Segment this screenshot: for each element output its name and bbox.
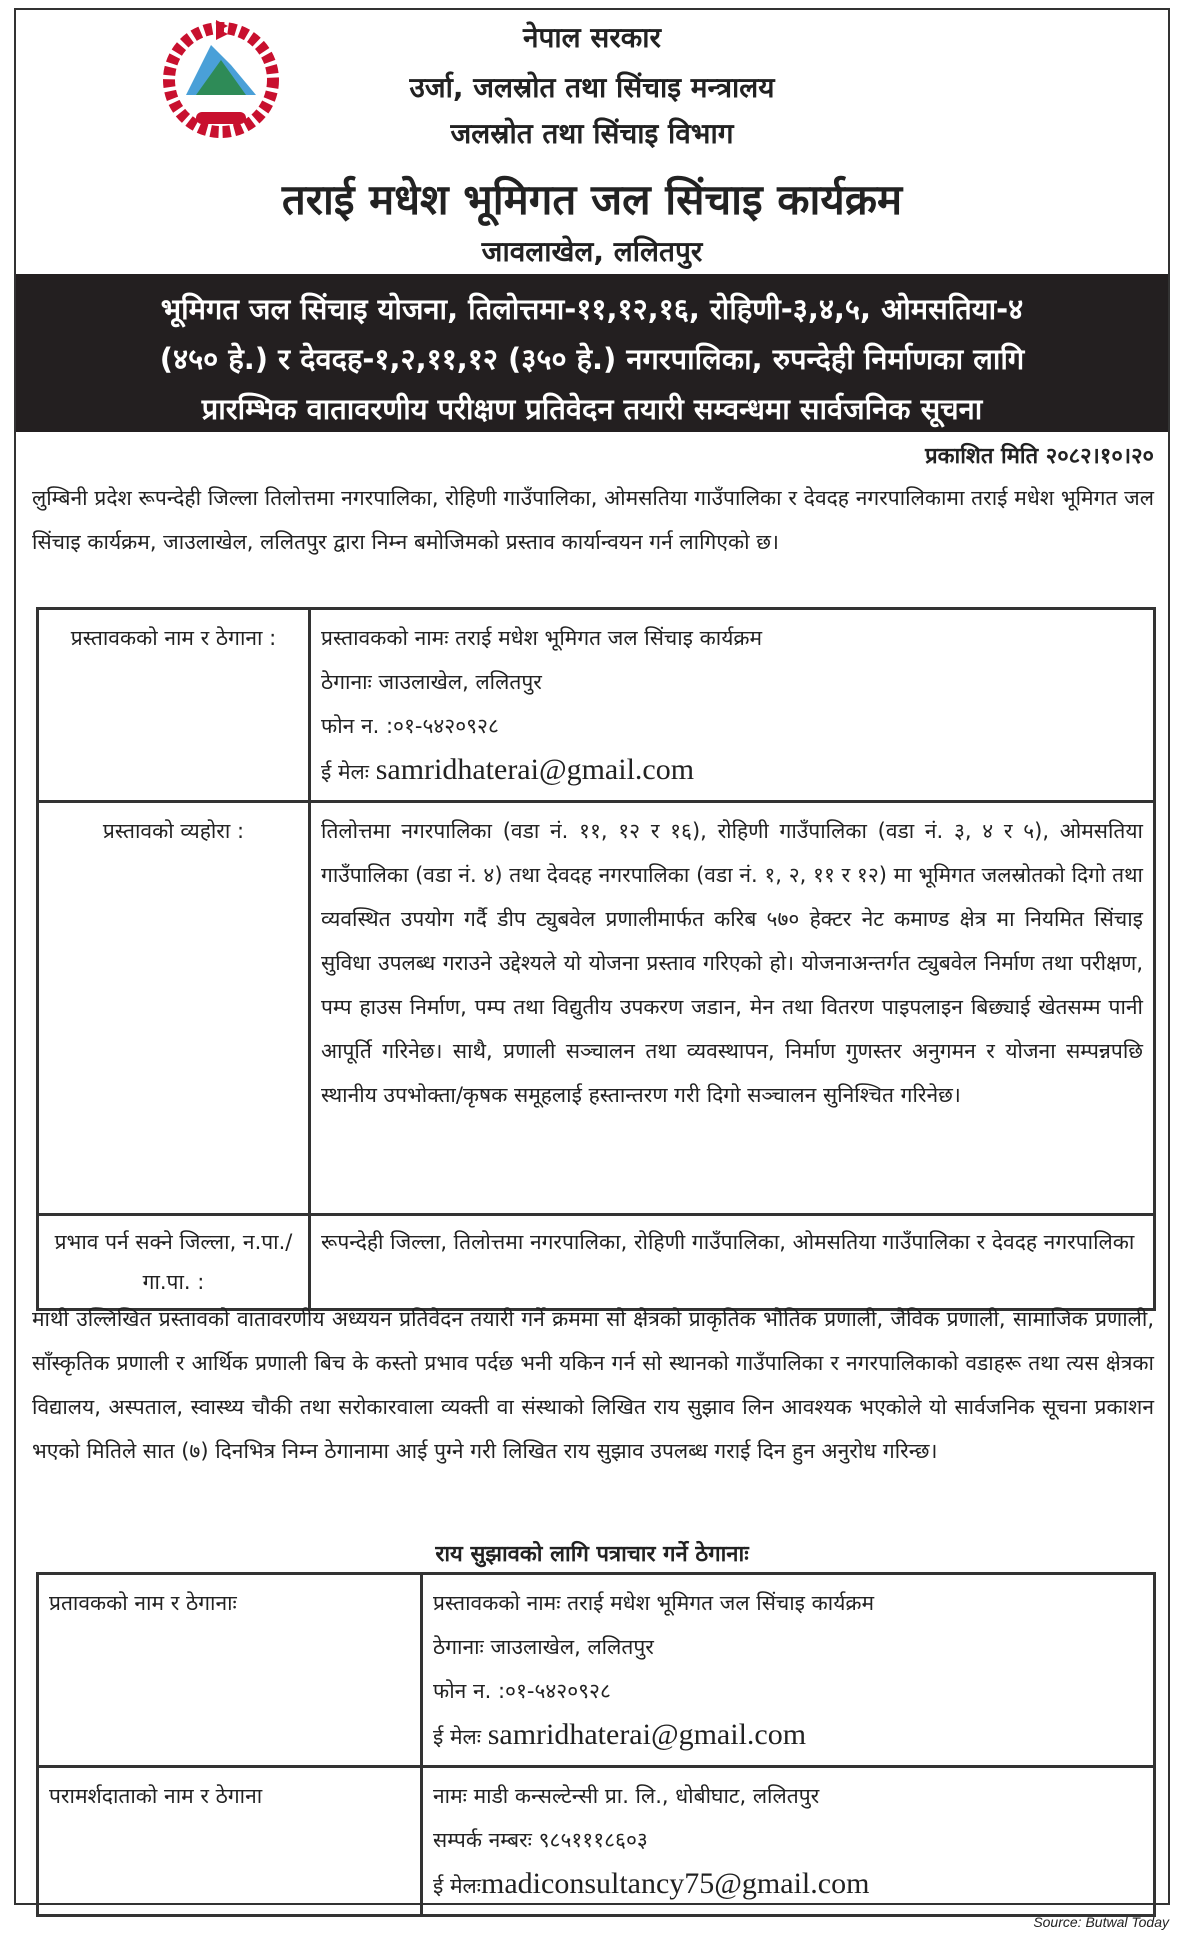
consultant-name: नामः माडी कन्सल्टेन्सी प्रा. लि., धोबीघाट, ललितपुर	[433, 1784, 820, 1808]
row-label: प्रस्तावको व्यहोरा :	[38, 802, 310, 1215]
affected-areas: रूपन्देही जिल्ला, तिलोत्तमा नगरपालिका, रोहिणी गाउँपालिका, ओमसतिया गाउँपालिका र देवदह नगरपालिका	[310, 1215, 1155, 1310]
contact-heading: राय सुझावको लागि पत्राचार गर्ने ठेगानाः	[435, 1542, 749, 1567]
proposal-description: तिलोत्तमा नगरपालिका (वडा नं. ११, १२ र १६), रोहिणी गाउँपालिका (वडा नं. ३, ४ र ५), ओमसतिया गाउँपालिका (वडा नं. ४) तथा देवदह नगरपालिका (वडा नं. १, २, ११ र १२) मा भूमिगत जलस्रोतको दिगो तथा व्यवस्थित उपयोग गर्दै डीप ट्युबवेल प्रणालीमार्फत करिब ५७० हेक्टर नेट कमाण्ड क्षेत्र मा नियमित सिंचाइ सुविधा उपलब्ध गराउने उद्देश्यले यो योजना प्रस्ताव गरिएको हो। योजनाअन्तर्गत ट्युबवेल निर्माण तथा परीक्षण, पम्प हाउस निर्माण, पम्प तथा विद्युतीय उपकरण जडान, मेन तथा वितरण पाइपलाइन बिछ्याई खेतसम्म पानी आपूर्ति गरिनेछ। साथै, प्रणाली सञ्चालन तथा व्यवस्थापन, निर्माण गुणस्तर अनुगमन र योजना सम्पन्नपछि स्थानीय उपभोक्ता/कृषक समूहलाई हस्तान्तरण गरी दिगो सञ्चालन सुनिश्चित गरिनेछ।	[310, 802, 1155, 1215]
email-label: ई मेलः	[433, 1725, 488, 1749]
table-row	[38, 802, 1155, 1215]
notice-frame	[14, 8, 1170, 1905]
ministry-name: उर्जा, जलस्रोत तथा सिंचाइ मन्त्रालय	[409, 71, 775, 104]
proposer-email: samridhaterai@gmail.com	[375, 753, 695, 786]
department-name: जलस्रोत तथा सिंचाइ विभाग	[450, 117, 734, 150]
row-label: प्रभाव पर्न सक्ने जिल्ला, न.पा./ गा.पा. :	[38, 1215, 310, 1310]
proposer-address: ठेगानाः जाउलाखेल, ललितपुर	[433, 1635, 654, 1659]
email-label: ई मेलः	[321, 760, 376, 784]
proposer-phone: फोन न. :०१-५४२०९२८	[433, 1679, 611, 1703]
request-paragraph: माथी उल्लिखित प्रस्तावको वातावरणीय अध्ययन प्रतिवेदन तयारी गर्ने क्रममा सो क्षेत्रको प्राकृतिक भौतिक प्रणाली, जैविक प्रणाली, सामाजिक प्रणाली, साँस्कृतिक प्रणाली र आर्थिक प्रणाली बिच के कस्तो प्रभाव पर्दछ भनी यकिन गर्न सो स्थानको गाउँपालिका र नगरपालिकाको वडाहरू तथा त्यस क्षेत्रका विद्यालय, अस्पताल, स्वास्थ्य चौकी तथा सरोकारवाला व्यक्ती वा संस्थाको लिखित राय सुझाव लिन आवश्यक भएकोले यो सार्वजनिक सूचना प्रकाशन भएको मितिले सात (७) दिनभित्र निम्न ठेगानामा आई पुग्ने गरी लिखित राय सुझाव उपलब्ध गराई दिन हुन अनुरोध गरिन्छ।	[32, 1307, 1154, 1463]
published-date: प्रकाशित मिति २०८२।१०।२०	[925, 444, 1154, 469]
notice-title-band	[16, 274, 1168, 432]
title-line: भूमिगत जल सिंचाइ योजना, तिलोत्तमा-११,१२,१६, रोहिणी-३,४,५, ओमसतिया-४	[160, 292, 1024, 326]
source-credit: Source: Butwal Today	[1033, 1914, 1169, 1930]
proposer-name: प्रस्तावकको नामः तराई मधेश भूमिगत जल सिंचाइ कार्यक्रम	[433, 1591, 875, 1615]
proposer-address: ठेगानाः जाउलाखेल, ललितपुर	[321, 670, 542, 694]
program-name: तराई मधेश भूमिगत जल सिंचाइ कार्यक्रम	[281, 175, 903, 224]
row-label: परामर्शदाताको नाम र ठेगाना	[38, 1767, 422, 1916]
table-row	[38, 1215, 1155, 1310]
row-label: प्रस्तावकको नाम र ठेगाना :	[38, 609, 310, 802]
row-label: प्रतावकको नाम र ठेगानाः	[38, 1574, 422, 1767]
row-value	[422, 1767, 1155, 1916]
row-value	[310, 609, 1155, 802]
intro-paragraph: लुम्बिनी प्रदेश रूपन्देही जिल्ला तिलोत्तमा नगरपालिका, रोहिणी गाउँपालिका, ओमसतिया गाउँपालिका र देवदह नगरपालिकामा तराई मधेश भूमिगत जल सिंचाइ कार्यक्रम, जाउलाखेल, ललितपुर द्वारा निम्न बमोजिमको प्रस्ताव कार्यान्वयन गर्न लागिएको छ।	[32, 486, 1154, 554]
title-line: (४५० हे.) र देवदह-१,२,११,१२ (३५० हे.) नगरपालिका, रुपन्देही निर्माणका लागि	[159, 342, 1025, 376]
email-label: ई मेलः	[433, 1874, 482, 1898]
table-row	[38, 1767, 1155, 1916]
header	[16, 10, 1168, 274]
proposer-name: प्रस्तावकको नामः तराई मधेश भूमिगत जल सिंचाइ कार्यक्रम	[321, 626, 763, 650]
title-line: प्रारम्भिक वातावरणीय परीक्षण प्रतिवेदन तयारी सम्वन्धमा सार्वजनिक सूचना	[201, 392, 983, 426]
govt-name: नेपाल सरकार	[522, 21, 662, 54]
consultant-phone: सम्पर्क नम्बरः ९८५१११८६०३	[433, 1828, 648, 1852]
contact-table	[36, 1572, 1156, 1917]
proposal-table	[36, 607, 1156, 1311]
program-location: जावलाखेल, ललितपुर	[481, 235, 703, 268]
table-row	[38, 1574, 1155, 1767]
row-value	[422, 1574, 1155, 1767]
proposer-phone: फोन न. :०१-५४२०९२८	[321, 714, 499, 738]
proposer-email: samridhaterai@gmail.com	[487, 1718, 807, 1751]
table-row	[38, 609, 1155, 802]
consultant-email: madiconsultancy75@gmail.com	[481, 1867, 870, 1900]
